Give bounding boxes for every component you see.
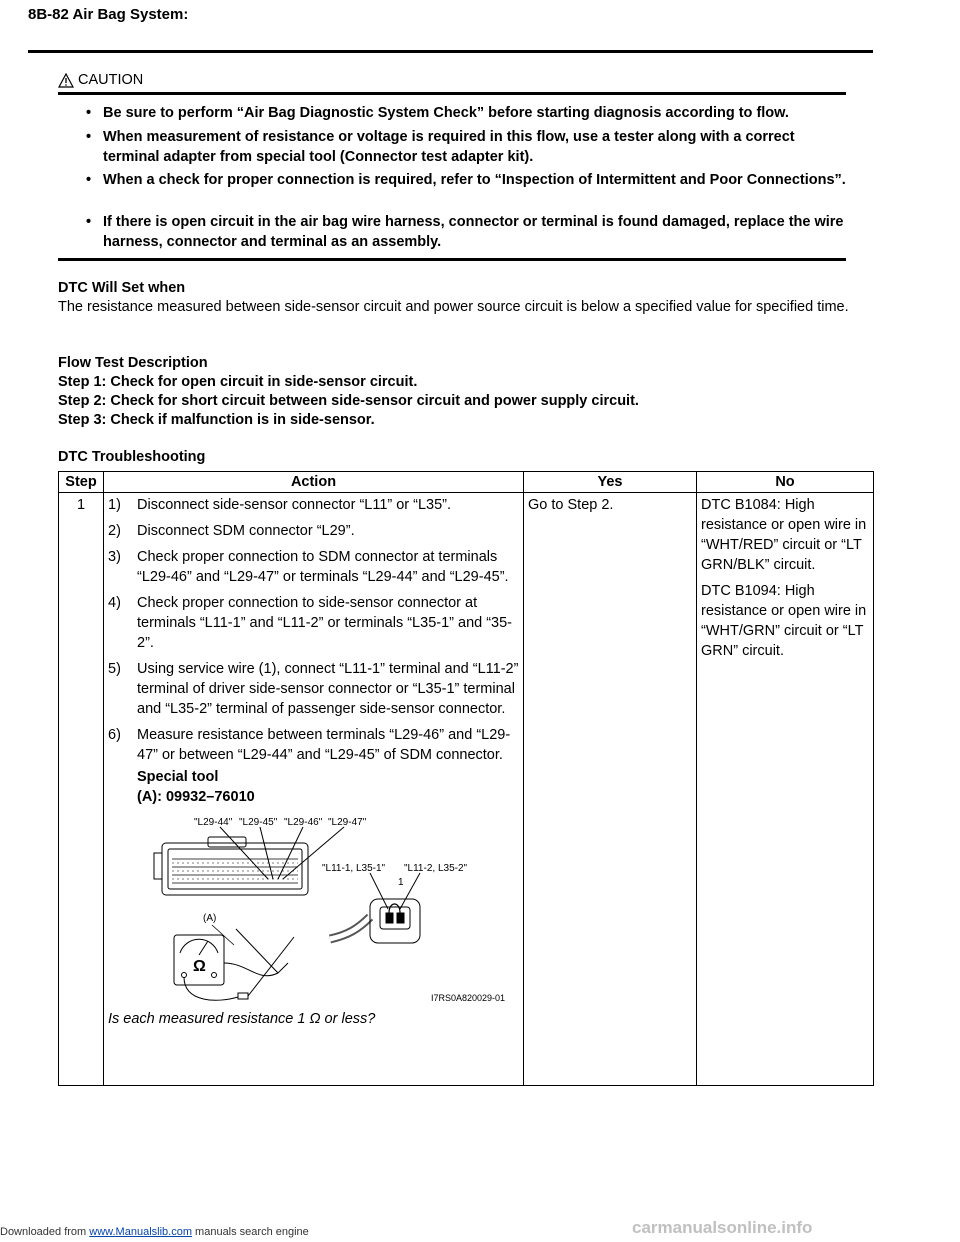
action-item — [108, 659, 519, 719]
action-item — [108, 547, 519, 587]
footer-prefix: Downloaded from — [0, 1226, 87, 1238]
action-item — [108, 725, 519, 807]
action-number: 1) — [108, 497, 121, 513]
bullet-text: Be sure to perform “Air Bag Diagnostic System Check” before starting diagnosis according to flow. — [103, 105, 789, 121]
caution-bullet — [86, 128, 846, 167]
special-tool-value: (A): 09932–76010 — [137, 789, 255, 805]
flow-step-2: Step 2: Check for short circuit between side-sensor circuit and power supply circuit. — [58, 393, 639, 409]
action-item — [108, 495, 519, 515]
bullet-mark: • — [86, 214, 92, 230]
troubleshooting-table — [58, 471, 874, 1086]
flow-heading: Flow Test Description — [58, 355, 208, 371]
no-result-b1084: DTC B1084: High resistance or open wire in “WHT/RED” circuit or “LT GRN/BLK” circuit. — [701, 497, 867, 573]
warning-triangle-icon — [58, 73, 74, 88]
figure-id: I7RS0A820029-01 — [431, 993, 506, 1003]
action-text: Check proper connection to side-sensor connector at terminals “L11-1” and “L11-2” or terminals “L35-1” and “35-2”. — [137, 595, 513, 651]
bullet-mark: • — [86, 172, 92, 188]
action-number: 2) — [108, 523, 121, 539]
dtc-set-text: The resistance measured between side-sensor circuit and power source circuit is below a specified value for specified time. — [58, 299, 849, 315]
connector-measurement-figure — [108, 813, 520, 1009]
label-l29-44: "L29-44" — [194, 817, 233, 828]
action-number: 3) — [108, 549, 121, 565]
ohmmeter-illustration — [174, 929, 294, 1000]
action-number: 5) — [108, 661, 121, 677]
bullet-text: When measurement of resistance or voltage is required in this flow, use a tester along with a correct terminal adapter from special tool (Connector test adapter kit). — [103, 129, 795, 165]
footer-link[interactable]: www.Manualslib.com — [89, 1226, 192, 1238]
troubleshooting-heading: DTC Troubleshooting — [58, 449, 206, 465]
service-wire-label: 1 — [398, 877, 404, 888]
caution-top-rule — [58, 92, 846, 95]
table-header-row — [59, 472, 874, 493]
table-row — [59, 493, 874, 1086]
action-cell — [104, 493, 524, 1086]
bullet-mark: • — [86, 105, 92, 121]
flow-step-3: Step 3: Check if malfunction is in side-sensor. — [58, 412, 375, 428]
action-item — [108, 593, 519, 653]
yes-cell: Go to Step 2. — [524, 493, 697, 1086]
caution-bullet — [86, 213, 846, 252]
bullet-text: When a check for proper connection is required, refer to “Inspection of Intermittent and Poor Connections”. — [103, 172, 846, 188]
footer-suffix: manuals search engine — [195, 1226, 309, 1238]
side-sensor-connector-illustration — [330, 873, 420, 943]
step-number: 1 — [59, 493, 104, 1086]
caution-bullet — [86, 104, 846, 124]
caution-label: CAUTION — [78, 72, 144, 88]
action-text: Using service wire (1), connect “L11-1” terminal and “L11-2” terminal of driver side-sensor connector or “L35-1” terminal and “L35-2” terminal of passenger side-sensor connector. — [137, 661, 519, 717]
bullet-mark: • — [86, 129, 92, 145]
action-text: Disconnect side-sensor connector “L11” or “L35”. — [137, 497, 452, 513]
footer — [0, 1226, 309, 1238]
page-title: 8B-82 Air Bag System: — [28, 6, 189, 23]
action-item — [108, 521, 519, 541]
caution-heading — [58, 72, 143, 88]
label-l11-1: "L11-1, L35-1" — [322, 863, 386, 874]
ohm-symbol: Ω — [193, 958, 206, 975]
no-cell — [697, 493, 874, 1086]
action-text: Disconnect SDM connector “L29”. — [137, 523, 355, 539]
watermark: carmanualsonline.info — [632, 1218, 813, 1237]
col-action: Action — [104, 472, 524, 493]
no-result-b1094: DTC B1094: High resistance or open wire in “WHT/GRN” circuit or “LT GRN” circuit. — [701, 583, 867, 659]
col-no: No — [697, 472, 874, 493]
action-number: 6) — [108, 727, 121, 743]
action-text: Measure resistance between terminals “L29-46” and “L29-47” or between “L29-44” and “L29-45” of SDM connector. — [137, 727, 511, 763]
col-step: Step — [59, 472, 104, 493]
caution-bottom-rule — [58, 258, 846, 261]
sdm-connector-illustration — [154, 827, 344, 895]
label-l29-46: "L29-46" — [284, 817, 323, 828]
action-question: Is each measured resistance 1 Ω or less? — [108, 1011, 376, 1027]
caution-bullet — [86, 171, 846, 191]
action-text: Check proper connection to SDM connector at terminals “L29-46” and “L29-47” or terminals “L29-44” and “L29-45”. — [137, 549, 509, 585]
header-divider — [28, 50, 873, 53]
col-yes: Yes — [524, 472, 697, 493]
tool-label-a: (A) — [203, 913, 217, 924]
label-l29-45: "L29-45" — [239, 817, 278, 828]
action-list — [108, 495, 519, 807]
dtc-set-heading: DTC Will Set when — [58, 280, 186, 296]
special-tool-label: Special tool — [137, 769, 219, 785]
label-l11-2: "L11-2, L35-2" — [404, 863, 468, 874]
action-number: 4) — [108, 595, 121, 611]
flow-step-1: Step 1: Check for open circuit in side-sensor circuit. — [58, 374, 418, 390]
bullet-text: If there is open circuit in the air bag wire harness, connector or terminal is found damaged, replace the wire harness, connector and terminal as an assembly. — [103, 214, 844, 250]
label-l29-47: "L29-47" — [328, 817, 367, 828]
